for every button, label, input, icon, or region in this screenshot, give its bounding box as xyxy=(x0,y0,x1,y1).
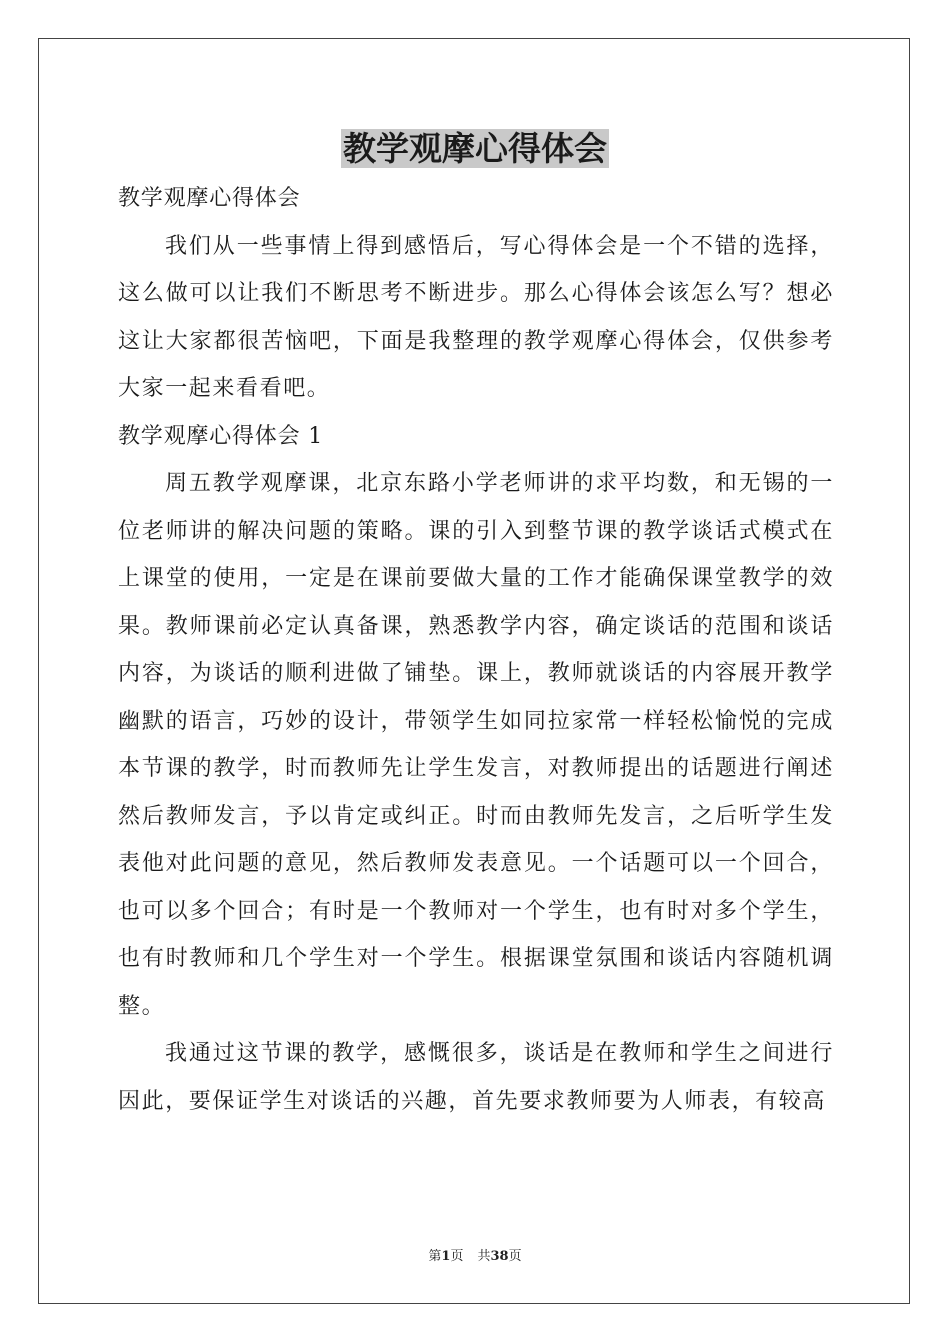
body-paragraph: 我通过这节课的教学，感慨很多，谈话是在教师和学生之间进行因此，要保证学生对谈话的兴趣，首先要求教师要为人师表，有较高 xyxy=(118,1041,834,1114)
page-label-prefix: 第 xyxy=(428,1249,442,1264)
page-label-suffix: 页 xyxy=(450,1249,464,1264)
total-label-suffix: 页 xyxy=(508,1249,522,1264)
intro-paragraph: 我们从一些事情上得到感悟后，写心得体会是一个不错的选择，这么做可以让我们不断思考不断进步。那么心得体会该怎么写？想必这让大家都很苦恼吧，下面是我整理的教学观摩心得体会，仅供参考大家一起来看看吧。 xyxy=(118,233,834,401)
page-number: 1 xyxy=(441,1249,451,1264)
total-pages: 38 xyxy=(490,1249,509,1264)
document-body xyxy=(118,175,834,1125)
total-label-prefix: 共 xyxy=(477,1249,491,1264)
section-heading: 教学观摩心得体会 1 xyxy=(118,423,323,449)
document-title-text: 教学观摩心得体会 xyxy=(343,129,607,168)
page-footer xyxy=(0,1248,950,1266)
document-title xyxy=(0,128,950,170)
document-subtitle: 教学观摩心得体会 xyxy=(118,186,301,211)
body-paragraph: 周五教学观摩课，北京东路小学老师讲的求平均数，和无锡的一位老师讲的解决问题的策略。课的引入到整节课的教学谈话式模式在上课堂的使用，一定是在课前要做大量的工作才能确保课堂教学的效果。教师课前必定认真备课，熟悉教学内容，确定谈话的范围和谈话内容，为谈话的顺利进做了铺垫。课上，教师就谈话的内容展开教学幽默的语言，巧妙的设计，带领学生如同拉家常一样轻松愉悦的完成本节课的教学，时而教师先让学生发言，对教师提出的话题进行阐述然后教师发言，予以肯定或纠正。时而由教师先发言，之后听学生发表他对此问题的意见，然后教师发表意见。一个话题可以一个回合，也可以多个回合；有时是一个教师对一个学生，也有时对多个学生，也有时教师和几个学生对一个学生。根据课堂氛围和谈话内容随机调整。 xyxy=(118,471,834,1019)
